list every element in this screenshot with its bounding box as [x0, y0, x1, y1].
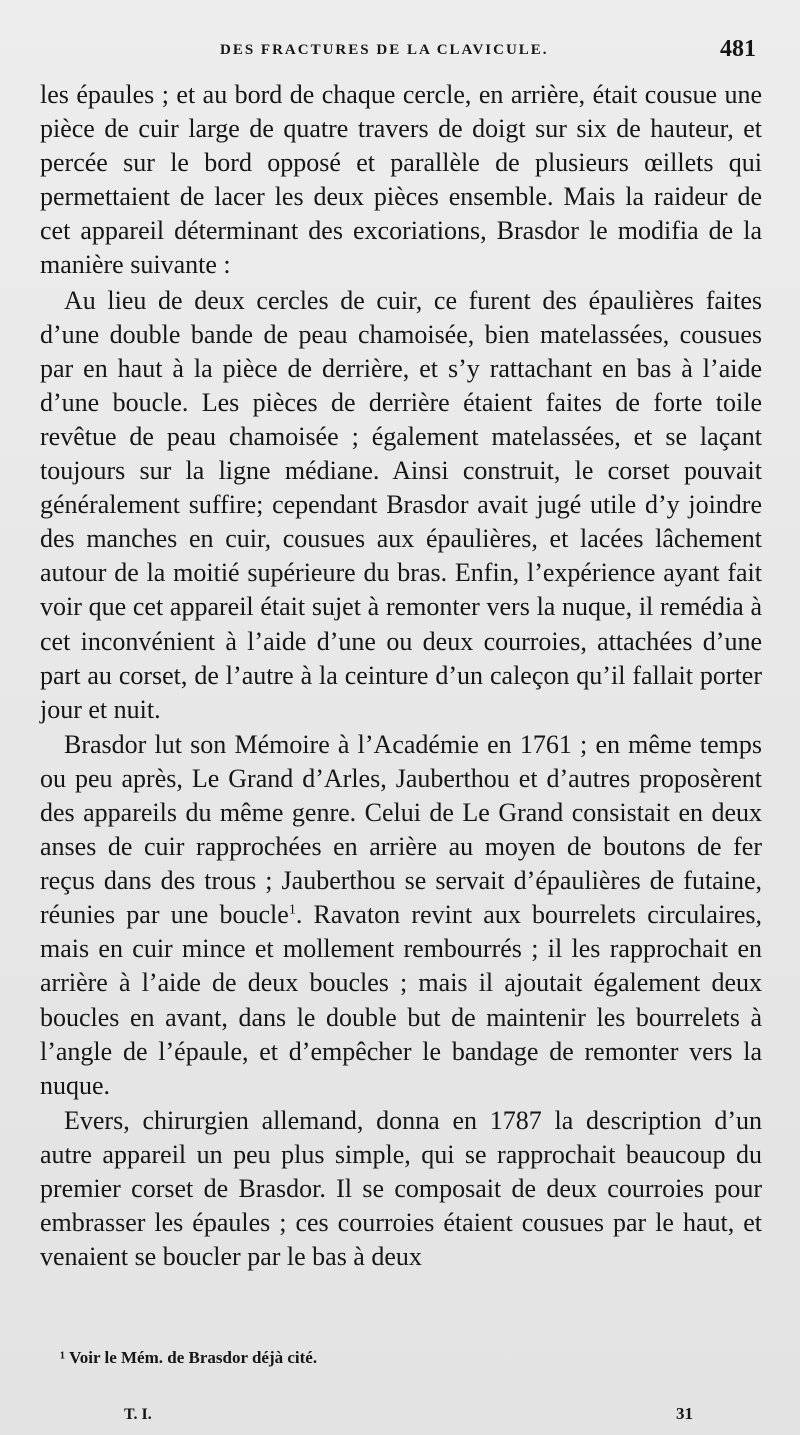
footnote-reference: 1 — [288, 902, 296, 918]
paragraph-3 — [40, 728, 762, 1103]
sheet-number: 31 — [676, 1404, 693, 1423]
signature-mark: T. I. — [124, 1406, 152, 1423]
paragraph-3-part-b: . Ravaton revint aux bourrelets circulaires, mais en cuir mince et mollement rembourrés ; il les rapprochait en arrière à l’aide de deux boucles ; mais il ajoutait également deux boucles en avant, dans le double but de maintenir les bourrelets à l’angle de l’épaule, et d’empêcher le bandage de remonter vers la nuque. — [40, 900, 763, 1100]
running-header — [40, 36, 760, 70]
footnote-marker: ¹ — [60, 1348, 66, 1367]
body-text — [40, 78, 762, 1274]
page-number: 481 — [720, 36, 756, 62]
footnote — [60, 1348, 760, 1368]
footnote-text: Voir le Mém. de Brasdor déjà cité. — [69, 1348, 318, 1367]
paragraph-1: les épaules ; et au bord de chaque cercle, en arrière, était cousue une pièce de cuir large de quatre travers de doigt sur six de hauteur, et percée sur le bord opposé et parallèle de plusieurs œillets qui permettaient de lacer les deux pièces ensemble. Mais la raideur de cet appareil déterminant des excoriations, Brasdor le modifia de la manière suivante : — [40, 80, 762, 280]
paragraph-4: Evers, chirurgien allemand, donna en 1787 la description d’un autre appareil un peu plus simple, qui se rapprochait beaucoup du premier corset de Brasdor. Il se composait de deux courroies pour embrasser les épaules ; ces courroies étaient cousues par le haut, et venaient se boucler par le bas à deux — [40, 1105, 762, 1272]
running-title: DES FRACTURES DE LA CLAVICULE. — [220, 42, 549, 58]
paragraph-2: Au lieu de deux cercles de cuir, ce furent des épaulières faites d’une double bande de peau chamoisée, bien matelassées, cousues par en haut à la pièce de derrière, et s’y rattachant en bas à l’aide d’une boucle. Les pièces de derrière étaient faites de forte toile revêtue de peau chamoisée ; également matelassées, et se laçant toujours sur la ligne médiane. Ainsi construit, le corset pouvait généralement suffire; cependant Brasdor avait jugé utile d’y joindre des manches en cuir, cousues aux épaulières, et lacées lâchement autour de la moitié supérieure du bras. Enfin, l’expérience ayant fait voir que cet appareil était sujet à remonter vers la nuque, il remédia à cet inconvénient à l’aide d’une ou deux courroies, attachées d’une part au corset, de l’autre à la ceinture d’un caleçon qu’il fallait porter jour et nuit. — [40, 285, 762, 724]
paragraph-3-part-a: Brasdor lut son Mémoire à l’Académie en 1761 ; en même temps ou peu après, Le Grand d’Arles, Jauberthou et d’autres proposèrent des appareils du même genre. Celui de Le Grand consistait en deux anses de cuir rapprochées en arrière au moyen de boutons de fer reçus dans des trous ; Jauberthou se servait d’épaulières de futaine, réunies par une boucle — [40, 729, 762, 930]
